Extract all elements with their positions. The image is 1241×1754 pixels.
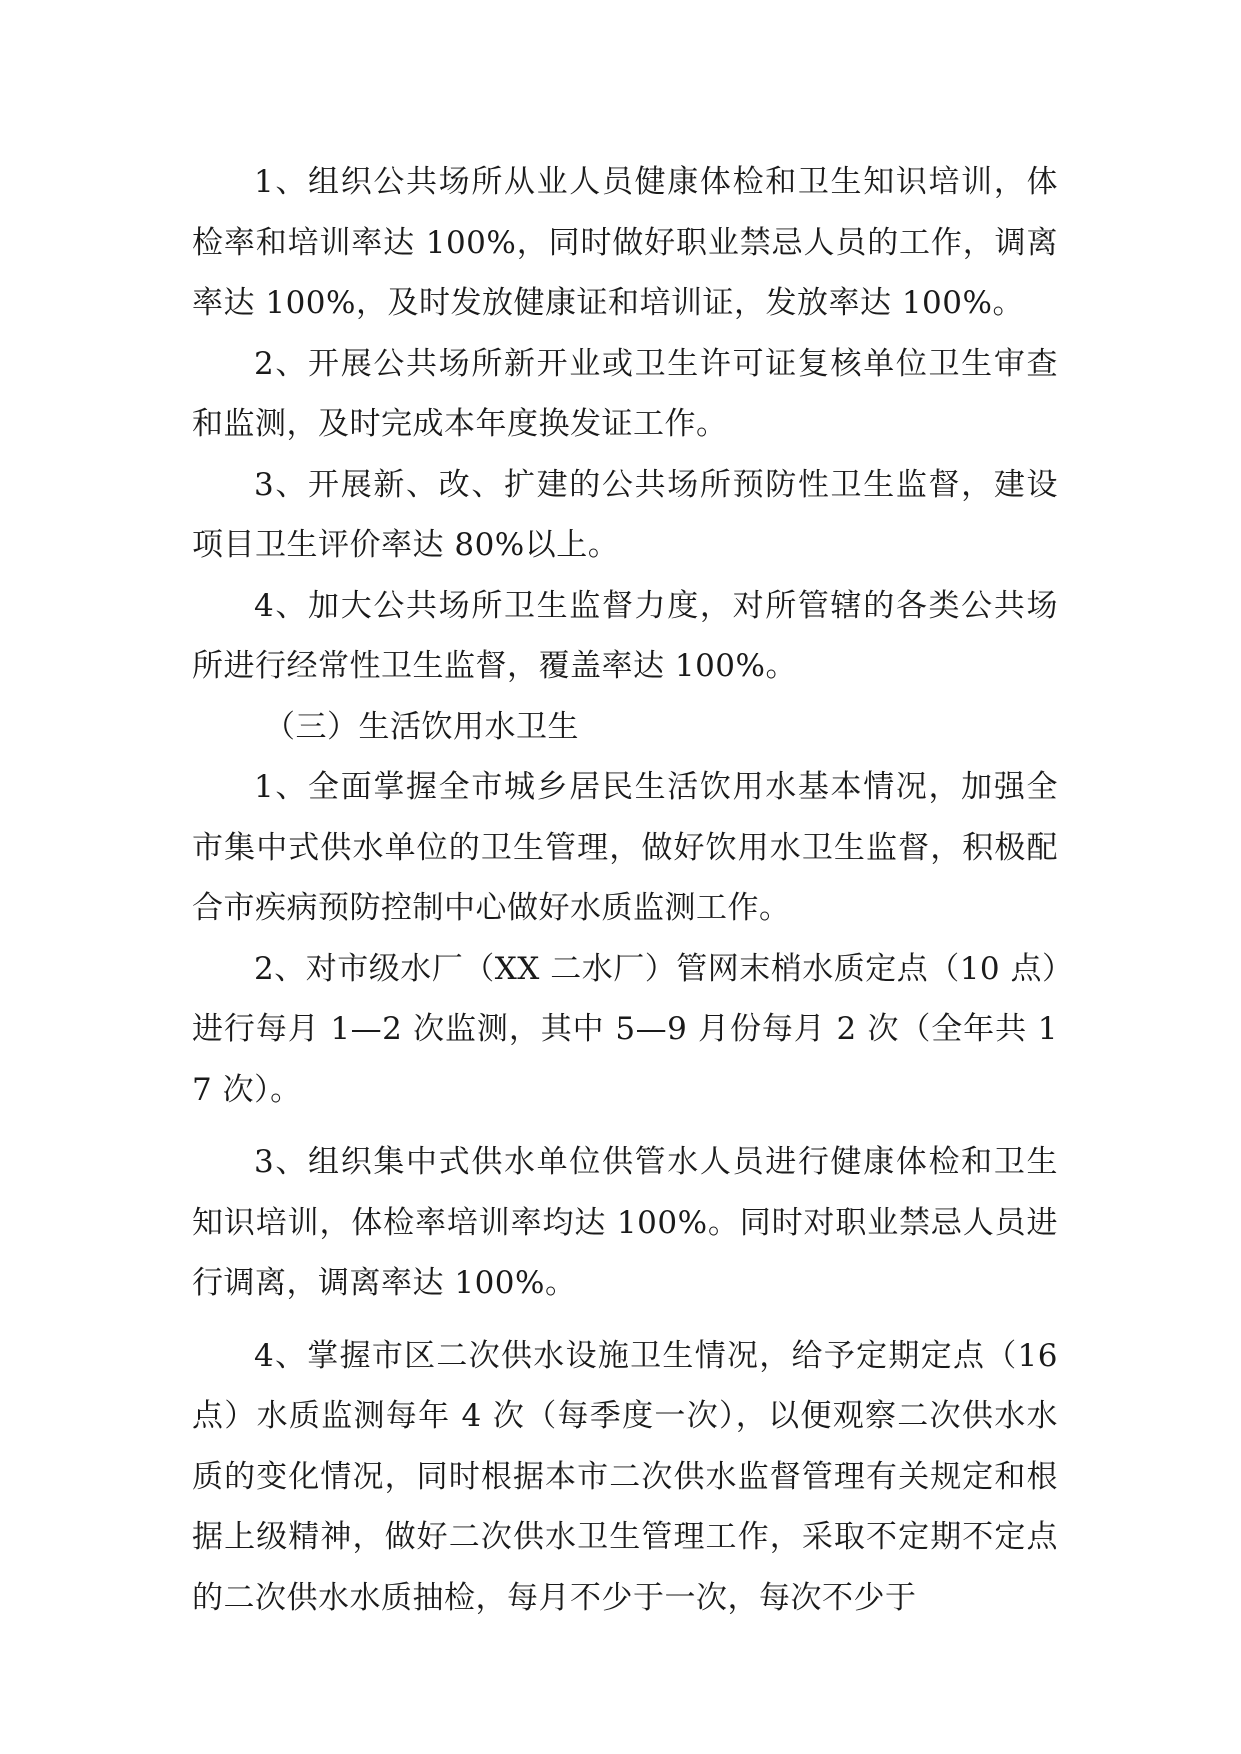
paragraph-8: 4、掌握市区二次供水设施卫生情况，给予定期定点（16 点）水质监测每年 4 次（每季度一次），以便观察二次供水水质的变化情况，同时根据本市二次供水监督管理有关规定和根据上级精神，做好二次供水卫生管理工作，采取不定期不定点的二次供水水质抽检，每月不少于一次，每次不少于 (192, 1337, 1058, 1616)
paragraph-4: 4、加大公共场所卫生监督力度，对所管辖的各类公共场所进行经常性卫生监督，覆盖率达 100%。 (192, 587, 1058, 684)
paragraph-spacer (192, 1314, 1058, 1326)
paragraph-5: 1、全面掌握全市城乡居民生活饮用水基本情况，加强全市集中式供水单位的卫生管理，做好饮用水卫生监督，积极配合市疾病预防控制中心做好水质监测工作。 (192, 769, 1058, 926)
paragraph-6: 2、对市级水厂（XX 二水厂）管网末梢水质定点（10 点）进行每月 1—2 次监测，其中 5—9 月份每月 2 次（全年共 17 次）。 (192, 950, 1059, 1108)
paragraph-7: 3、组织集中式供水单位供管水人员进行健康体检和卫生知识培训，体检率培训率均达 100%。同时对职业禁忌人员进行调离，调离率达 100%。 (192, 1144, 1058, 1301)
paragraph-2: 2、开展公共场所新开业或卫生许可证复核单位卫生审查和监测，及时完成本年度换发证工作。 (192, 345, 1058, 442)
paragraph-spacer (192, 1120, 1058, 1132)
paragraph-3: 3、开展新、改、扩建的公共场所预防性卫生监督，建设项目卫生评价率达 80%以上。 (192, 466, 1058, 563)
section-heading: （三）生活饮用水卫生 (264, 708, 579, 745)
paragraph-1: 1、组织公共场所从业人员健康体检和卫生知识培训，体检率和培训率达 100%，同时做好职业禁忌人员的工作，调离率达 100%，及时发放健康证和培训证，发放率达 100%。 (192, 164, 1058, 321)
document-page (192, 152, 1058, 1628)
